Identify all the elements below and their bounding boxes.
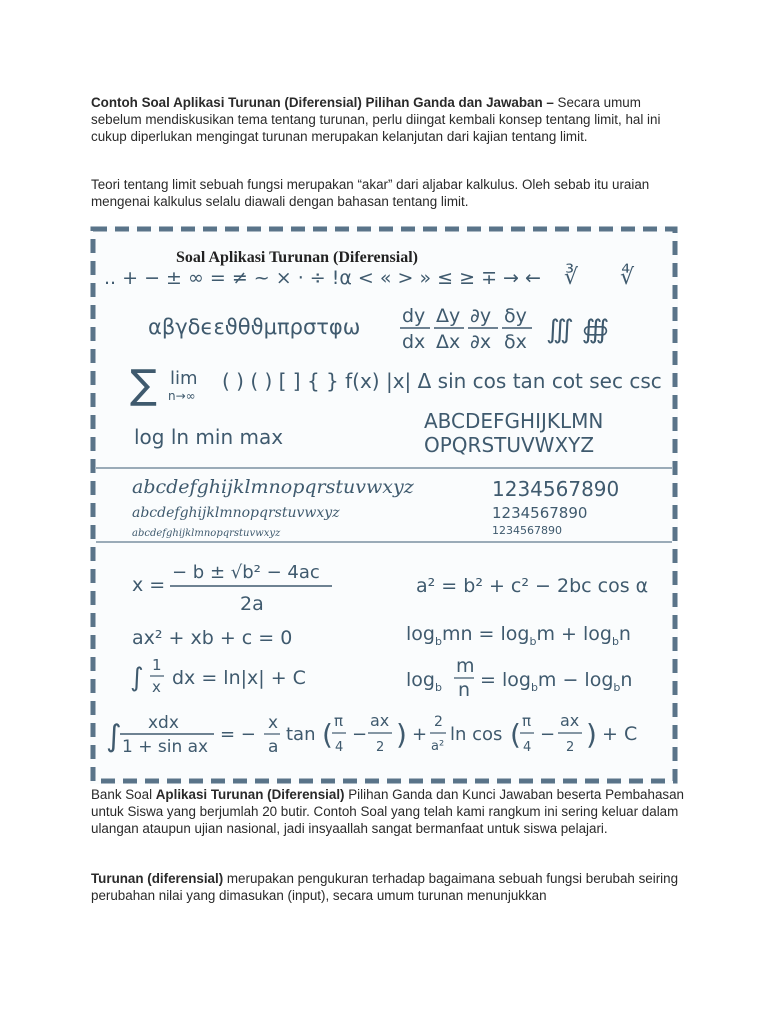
int2-num: xdx (148, 713, 179, 733)
intro-paragraph (91, 94, 691, 145)
ax-den-1: 2 (376, 740, 385, 755)
figure-title: Soal Aplikasi Turunan (Diferensial) (176, 249, 418, 266)
log2-den: n (458, 679, 471, 701)
bank-soal-text: Pilihan Ganda dan Kunci Jawaban beserta Pembahasan untuk Siswa yang berjumlah 20 butir. Contoh Soal yang telah kami rangkum ini sering keluar dalam ulangan ataupun ujian nasional, jadi insyaallah sangat bermanfaat untuk siswa pelajari. (91, 787, 684, 836)
frac-Dx: Δx (436, 331, 461, 353)
quad-numerator: − b ± √b² − 4ac (172, 562, 320, 583)
plus-C: + C (602, 723, 638, 745)
svg-text:): ) (586, 718, 597, 751)
int1-num: 1 (152, 656, 162, 674)
frac-dx: dx (402, 331, 426, 353)
svg-text:): ) (396, 718, 407, 751)
lowercase-large: abcdefghijklmnopqrstuvwxyz (132, 476, 414, 498)
turunan-text: merupakan pengukuran terhadap bagaimana sebuah fungsi berubah seiring perubahan nilai yang dimasukan (input), secara umum turunan menunjukkan (91, 871, 679, 903)
int2-f1-num: x (268, 713, 279, 733)
limit-paragraph: Teori tentang limit sebuah fungsi merupakan “akar” dari aljabar kalkulus. Oleh sebab itu uraian mengenai kalkulus selalu diawali dengan bahasan tentang limit. (91, 177, 650, 209)
cosine-rule: a² = b² + c² − 2bc cos α (416, 575, 649, 597)
digits-small: 1234567890 (492, 524, 562, 537)
symbols-row: .. + − ± ∞ = ≠ ~ × · ÷ !α < « > » ≤ ≥ ∓ → ← (104, 267, 541, 289)
svg-text:(: ( (510, 718, 521, 751)
ax-den-2: 2 (566, 740, 575, 755)
svg-text:+: + (412, 724, 428, 745)
cube-root: ∛ (564, 265, 579, 290)
lowercase-mid: abcdefghijklmnopqrstuvwxyz (132, 505, 340, 521)
two-num: 2 (434, 714, 443, 730)
frac-py: ∂y (470, 305, 492, 327)
quadratic-equation: ax² + xb + c = 0 (132, 627, 293, 649)
log2-num: m (456, 655, 475, 677)
brackets-functions: ( ) ( ) [ ] { } f(x) |x| Δ sin cos tan cot sec csc (222, 369, 662, 393)
digits-mid: 1234567890 (492, 504, 588, 522)
pi-den-2: 4 (523, 740, 532, 755)
pi-den-1: 4 (335, 740, 344, 755)
int2-f1-den: a (268, 737, 279, 757)
ax-num-1: ax (370, 711, 390, 730)
bank-soal-lead: Bank Soal (91, 787, 156, 802)
log-rule-2a: $\log_b$ (406, 669, 442, 694)
int1-den: x (152, 678, 161, 696)
pi-num-1: π (334, 712, 344, 730)
frac-dy: dy (402, 305, 426, 327)
formula-image (90, 226, 678, 784)
frac-delx: δx (504, 331, 527, 353)
uppercase-2: OPQRSTUVWXYZ (424, 433, 595, 457)
bank-soal-paragraph (91, 786, 691, 837)
log-ln-min-max: log ln min max (134, 425, 284, 449)
pi-num-2: π (522, 712, 532, 730)
frac-dely: δy (504, 305, 527, 327)
log-rule-1a: log (406, 623, 435, 645)
quad-denominator: 2a (240, 593, 264, 615)
uppercase-1: ABCDEFGHIJKLMN (424, 409, 604, 433)
lowercase-small: abcdefghijklmnopqrstuvwxyz (132, 528, 281, 539)
frac-px: ∂x (470, 331, 492, 353)
ax-num-2: ax (560, 711, 580, 730)
frac-Dy: Δy (436, 305, 461, 327)
formula-figure (90, 226, 678, 784)
int1-rest: dx = ln|x| + C (172, 667, 306, 689)
int2-den: 1 + sin ax (122, 737, 209, 757)
integrals: ∭ ∰ (546, 315, 610, 345)
quad-lhs: x = (132, 574, 166, 596)
two-den: a² (431, 739, 445, 754)
intro-text: Secara umum sebelum mendiskusikan tema tentang turunan, perlu diingat kembali konsep tentang limit, hal ini cukup diperlukan mengingat turunan merupakan kelanjutan dari kajian tentang limit. (91, 95, 661, 144)
intro-title: Contoh Soal Aplikasi Turunan (Diferensial) Pilihan Ganda dan Jawaban – (91, 95, 554, 110)
svg-text:(: ( (322, 718, 333, 751)
greek-letters: αβγδϵεϑθϑμπρστφω (148, 315, 361, 339)
svg-text:= logbm − logbn: = $\log_bm - \log_bn$ (480, 669, 633, 694)
fourth-root: ∜ (620, 265, 635, 290)
svg-text:−: − (352, 724, 368, 745)
int2-tan: tan (286, 724, 316, 745)
integral-sign-1: ∫ (130, 663, 144, 693)
lim-sub: n→∞ (168, 389, 196, 403)
lim-text: lim (170, 368, 198, 389)
turunan-paragraph (91, 870, 691, 904)
bank-soal-bold: Aplikasi Turunan (Diferensial) (155, 787, 345, 802)
int2-eq: = − (220, 724, 256, 745)
svg-text:logbmn = logbm + logbn: $\log_bmn = \log_bm + \log_bn$ (406, 623, 631, 648)
turunan-bold: Turunan (diferensial) (91, 871, 224, 886)
sigma-symbol: ∑ (130, 362, 157, 408)
digits-large: 1234567890 (492, 477, 620, 501)
integral-sign-2: ∫ (106, 719, 122, 754)
svg-text:−: − (540, 724, 556, 745)
lncos: ln cos (450, 724, 503, 745)
